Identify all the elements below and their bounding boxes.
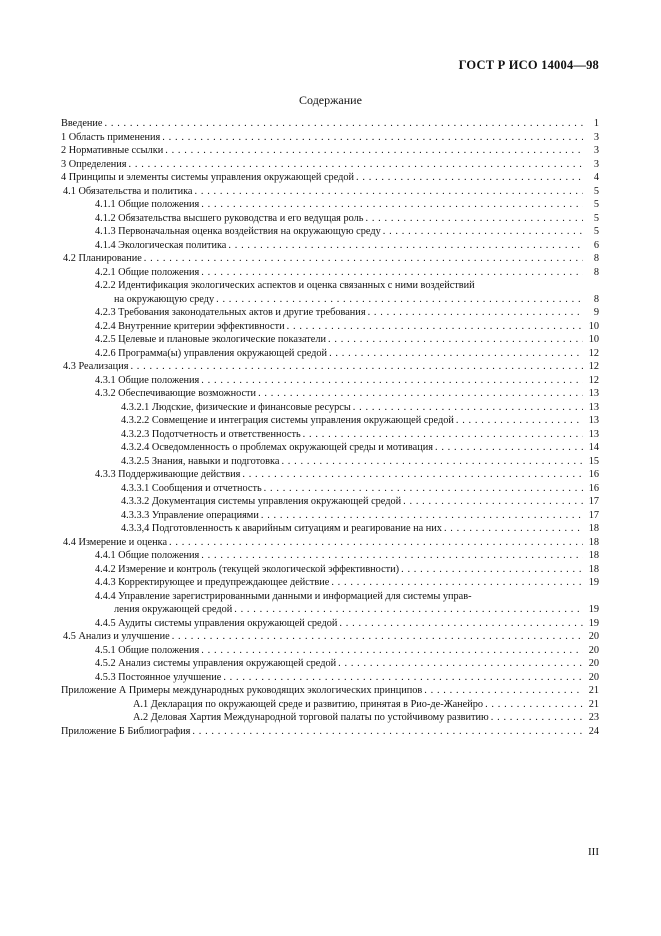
toc-entry[interactable] bbox=[61, 401, 599, 415]
toc-entry-page: 20 bbox=[588, 658, 599, 669]
toc-entry[interactable] bbox=[61, 387, 599, 401]
toc-entry-page: 8 bbox=[593, 266, 599, 278]
toc-leader-dots bbox=[264, 482, 583, 496]
toc-entry-page: 21 bbox=[588, 698, 599, 710]
toc-entry-text: Введение bbox=[61, 118, 103, 129]
toc-entry-text: 4.1 Обязательства и политика bbox=[63, 185, 193, 197]
toc-entry[interactable] bbox=[61, 414, 599, 428]
toc-leader-dots bbox=[165, 144, 583, 158]
toc-leader-dots bbox=[328, 333, 583, 347]
toc-entry-page: 5 bbox=[593, 185, 599, 197]
toc-entry-text: 3 Определения bbox=[61, 158, 127, 170]
toc-entry-page: 23 bbox=[588, 712, 599, 723]
toc-entry-page: 16 bbox=[588, 469, 599, 480]
toc-entry-page: 13 bbox=[588, 428, 599, 440]
toc-entry-page: 18 bbox=[588, 523, 599, 534]
toc-entry-page: 9 bbox=[593, 307, 599, 318]
toc-entry-text: 4.3.2.4 Осведомленность о проблемах окружающей среды и мотивация bbox=[121, 442, 433, 453]
toc-entry[interactable] bbox=[61, 563, 599, 577]
toc-entry-text: 4.2.2 Идентификация экологических аспектов и оценка связанных с ними воздействий bbox=[95, 280, 475, 291]
toc-entry-text: 4.1.3 Первоначальная оценка воздействия на окружающую среду bbox=[95, 226, 381, 237]
toc-entry-text: 4.3.1 Общие положения bbox=[95, 374, 200, 386]
toc-entry-text: 4.4.3 Корректирующее и предупреждающее действие bbox=[95, 577, 330, 588]
toc-entry-text: 4.3.2.3 Подотчетность и ответственность bbox=[121, 428, 301, 440]
toc-leader-dots bbox=[228, 239, 583, 253]
toc-entry-page: 19 bbox=[588, 604, 599, 615]
toc-entry-text: 4.3.3.2 Документация системы управления окружающей средой bbox=[121, 496, 402, 507]
toc-leader-dots bbox=[365, 212, 583, 226]
toc-entry-text: 4.3.3 Поддерживающие действия bbox=[95, 469, 241, 480]
toc-entry-page: 18 bbox=[588, 550, 599, 561]
toc-entry[interactable] bbox=[61, 522, 599, 536]
toc-entry-text: 4.2.1 Общие положения bbox=[95, 266, 200, 278]
toc-entry-text: 4.1.1 Общие положения bbox=[95, 199, 200, 210]
toc-entry[interactable] bbox=[61, 711, 599, 725]
toc-entry-text: 4.1.2 Обязательства высшего руководства и его ведущая роль bbox=[95, 212, 364, 224]
toc-title: Содержание bbox=[299, 93, 362, 107]
toc-entry-page: 4 bbox=[593, 172, 599, 183]
toc-entry-text: Приложение А Примеры международных руководящих экологических принципов bbox=[61, 685, 423, 696]
toc-entry-text: Приложение Б Библиография bbox=[61, 725, 191, 737]
toc-leader-dots bbox=[444, 522, 583, 536]
toc-entry[interactable] bbox=[61, 617, 599, 631]
toc-entry[interactable] bbox=[61, 644, 599, 658]
toc-entry[interactable] bbox=[61, 252, 599, 266]
toc-entry-text: 4.5 Анализ и улучшение bbox=[63, 631, 170, 642]
toc-entry-page: 18 bbox=[588, 563, 599, 575]
toc-leader-dots bbox=[169, 536, 583, 550]
toc-entry[interactable] bbox=[61, 266, 599, 280]
toc-entry[interactable] bbox=[61, 225, 599, 239]
toc-entry-page: 12 bbox=[588, 347, 599, 359]
toc-leader-dots bbox=[201, 549, 583, 563]
toc-entry-text: 4.4.5 Аудиты системы управления окружающей средой bbox=[95, 617, 338, 629]
toc-entry-page: 13 bbox=[588, 388, 599, 399]
toc-entry-page: 20 bbox=[588, 644, 599, 656]
toc-leader-dots bbox=[201, 266, 583, 280]
toc-entry-text: 2 Нормативные ссылки bbox=[61, 145, 164, 156]
toc-entry[interactable] bbox=[61, 725, 599, 739]
document-code: ГОСТ Р ИСО 14004—98 bbox=[458, 58, 599, 72]
toc-leader-dots bbox=[216, 293, 583, 307]
toc-leader-dots bbox=[338, 657, 583, 671]
toc-leader-dots bbox=[258, 387, 583, 401]
toc-entry[interactable] bbox=[61, 239, 599, 253]
toc-entry-text: А.2 Деловая Хартия Международной торговой палаты по устойчивому развитию bbox=[133, 712, 489, 723]
toc-entry[interactable] bbox=[61, 549, 599, 563]
toc-entry-page: 17 bbox=[588, 509, 599, 521]
toc-leader-dots bbox=[353, 401, 583, 415]
toc-leader-dots bbox=[383, 225, 583, 239]
toc-entry-page: 12 bbox=[588, 361, 599, 372]
toc-entry-text: 4.4 Измерение и оценка bbox=[63, 536, 168, 548]
toc-entry-text: 4.5.1 Общие положения bbox=[95, 644, 200, 656]
toc-entry[interactable] bbox=[61, 455, 599, 469]
toc-entry-page: 17 bbox=[588, 496, 599, 507]
toc-leader-dots bbox=[424, 684, 583, 698]
toc-entry-page: 1 bbox=[593, 118, 599, 129]
toc-entry[interactable] bbox=[61, 495, 599, 509]
toc-entry[interactable] bbox=[61, 671, 599, 685]
toc-entry-page: 10 bbox=[588, 320, 599, 332]
toc-entry[interactable] bbox=[61, 131, 599, 145]
toc-entry-text: 4.5.2 Анализ системы управления окружающей средой bbox=[95, 658, 337, 669]
toc-entry-page: 3 bbox=[593, 131, 599, 143]
toc-leader-dots bbox=[287, 320, 583, 334]
toc-leader-dots bbox=[435, 441, 583, 455]
toc-entry[interactable] bbox=[61, 185, 599, 199]
toc-entry-text: 4.2.4 Внутренние критерии эффективности bbox=[95, 320, 285, 332]
toc-entry-text: 4.3.2.5 Знания, навыки и подготовка bbox=[121, 455, 280, 467]
toc-entry[interactable] bbox=[61, 630, 599, 644]
toc-entry-page: 12 bbox=[588, 374, 599, 386]
toc-entry-page: 21 bbox=[588, 685, 599, 696]
toc-entry[interactable] bbox=[61, 509, 599, 523]
toc-leader-dots bbox=[201, 198, 583, 212]
toc-leader-dots bbox=[105, 117, 583, 131]
toc-entry-text: 4.3.3.3 Управление операциями bbox=[121, 509, 259, 521]
toc-entry[interactable] bbox=[61, 306, 599, 320]
toc-entry-page: 6 bbox=[593, 239, 599, 251]
toc-leader-dots bbox=[401, 563, 583, 577]
toc-entry-text: 4.2.3 Требования законодательных актов и другие требования bbox=[95, 307, 366, 318]
toc-entry-page: 15 bbox=[588, 455, 599, 467]
toc-leader-dots bbox=[491, 711, 583, 725]
toc-entry[interactable] bbox=[61, 158, 599, 172]
toc-entry-page: 13 bbox=[588, 401, 599, 413]
toc-entry[interactable] bbox=[61, 279, 599, 306]
toc-entry[interactable] bbox=[61, 428, 599, 442]
toc-leader-dots bbox=[234, 603, 583, 617]
toc-entry[interactable] bbox=[61, 333, 599, 347]
toc-leader-dots bbox=[201, 644, 583, 658]
toc-entry-page: 5 bbox=[593, 212, 599, 224]
toc-leader-dots bbox=[403, 495, 583, 509]
toc-leader-dots bbox=[195, 185, 583, 199]
toc-entry[interactable] bbox=[61, 441, 599, 455]
toc-entry-page: 8 bbox=[593, 253, 599, 264]
toc-entry-page: 5 bbox=[593, 199, 599, 210]
toc-entry[interactable] bbox=[61, 468, 599, 482]
toc-leader-dots bbox=[172, 630, 583, 644]
toc-entry-text: 4.4.2 Измерение и контроль (текущей экологической эффективности) bbox=[95, 563, 400, 575]
toc-entry[interactable] bbox=[61, 684, 599, 698]
toc-entry-text: 4.5.3 Постоянное улучшение bbox=[95, 671, 222, 683]
toc-entry-page: 19 bbox=[588, 617, 599, 629]
toc-entry[interactable] bbox=[61, 374, 599, 388]
toc-leader-dots bbox=[129, 158, 583, 172]
toc-leader-dots bbox=[281, 455, 583, 469]
toc-entry[interactable] bbox=[61, 698, 599, 712]
page-number: III bbox=[588, 846, 599, 858]
toc-leader-dots bbox=[485, 698, 583, 712]
toc-leader-dots bbox=[303, 428, 583, 442]
toc-leader-dots bbox=[223, 671, 583, 685]
toc-leader-dots bbox=[456, 414, 583, 428]
toc-entry-text: А.1 Декларация по окружающей среде и развитию, принятая в Рио-де-Жанейро bbox=[133, 698, 484, 710]
toc-entry-text: 1 Область применения bbox=[61, 131, 161, 143]
toc-entry-page: 10 bbox=[588, 334, 599, 345]
toc-entry-page: 20 bbox=[588, 671, 599, 683]
toc-entry-text: 4.3.2.2 Совмещение и интеграция системы управления окружающей средой bbox=[121, 415, 454, 426]
toc-entry-text: 4.2.5 Целевые и плановые экологические показатели bbox=[95, 334, 327, 345]
toc-leader-dots bbox=[331, 576, 583, 590]
toc-entry-page: 3 bbox=[593, 145, 599, 156]
toc-leader-dots bbox=[329, 347, 583, 361]
toc-entry[interactable] bbox=[61, 576, 599, 590]
toc-leader-dots bbox=[144, 252, 583, 266]
toc-entry-page: 14 bbox=[588, 442, 599, 453]
table-of-contents bbox=[61, 117, 599, 738]
toc-entry-page: 16 bbox=[588, 482, 599, 494]
toc-entry-page: 20 bbox=[588, 631, 599, 642]
toc-entry[interactable] bbox=[61, 320, 599, 334]
toc-entry-page: 13 bbox=[588, 415, 599, 426]
toc-entry-text: 4.2.6 Программа(ы) управления окружающей средой bbox=[95, 347, 328, 359]
toc-entry[interactable] bbox=[61, 198, 599, 212]
toc-entry[interactable] bbox=[61, 360, 599, 374]
toc-entry[interactable] bbox=[61, 171, 599, 185]
toc-entry-page: 24 bbox=[588, 725, 599, 737]
toc-leader-dots bbox=[261, 509, 583, 523]
toc-leader-dots bbox=[162, 131, 583, 145]
toc-entry[interactable] bbox=[61, 212, 599, 226]
toc-entry[interactable] bbox=[61, 590, 599, 617]
toc-entry[interactable] bbox=[61, 347, 599, 361]
toc-entry-text: 4.4.4 Управление зарегистрированными данными и информацией для системы управ- bbox=[95, 590, 472, 602]
toc-entry-text: 4.1.4 Экологическая политика bbox=[95, 239, 227, 251]
toc-leader-dots bbox=[242, 468, 583, 482]
toc-leader-dots bbox=[130, 360, 583, 374]
toc-entry[interactable] bbox=[61, 144, 599, 158]
toc-leader-dots bbox=[368, 306, 583, 320]
toc-entry-page: 18 bbox=[588, 536, 599, 548]
toc-leader-dots bbox=[339, 617, 583, 631]
toc-entry-page: 19 bbox=[588, 577, 599, 588]
toc-entry[interactable] bbox=[61, 657, 599, 671]
toc-entry-text: 4.4.1 Общие положения bbox=[95, 550, 200, 561]
toc-entry[interactable] bbox=[61, 536, 599, 550]
toc-entry-text: 4.3.3.1 Сообщения и отчетность bbox=[121, 482, 262, 494]
toc-entry-page: 3 bbox=[593, 158, 599, 170]
toc-entry-page: 5 bbox=[593, 226, 599, 237]
toc-entry-text-continued: на окружающую среду bbox=[114, 293, 215, 305]
toc-entry[interactable] bbox=[61, 482, 599, 496]
toc-entry-text: 4.3 Реализация bbox=[63, 361, 129, 372]
toc-leader-dots bbox=[356, 171, 583, 185]
toc-entry-text: 4 Принципы и элементы системы управления окружающей средой bbox=[61, 172, 355, 183]
toc-entry-text: 4.3.3,4 Подготовленность к аварийным ситуациям и реагирование на них bbox=[121, 523, 442, 534]
toc-entry[interactable] bbox=[61, 117, 599, 131]
toc-leader-dots bbox=[201, 374, 583, 388]
toc-entry-page: 8 bbox=[593, 293, 599, 305]
toc-entry-text: 4.3.2 Обеспечивающие возможности bbox=[95, 388, 257, 399]
toc-entry-text: 4.3.2.1 Людские, физические и финансовые ресурсы bbox=[121, 401, 351, 413]
toc-entry-text: 4.2 Планирование bbox=[63, 253, 142, 264]
toc-leader-dots bbox=[192, 725, 583, 739]
toc-entry-text-continued: ления окружающей средой bbox=[114, 604, 233, 615]
